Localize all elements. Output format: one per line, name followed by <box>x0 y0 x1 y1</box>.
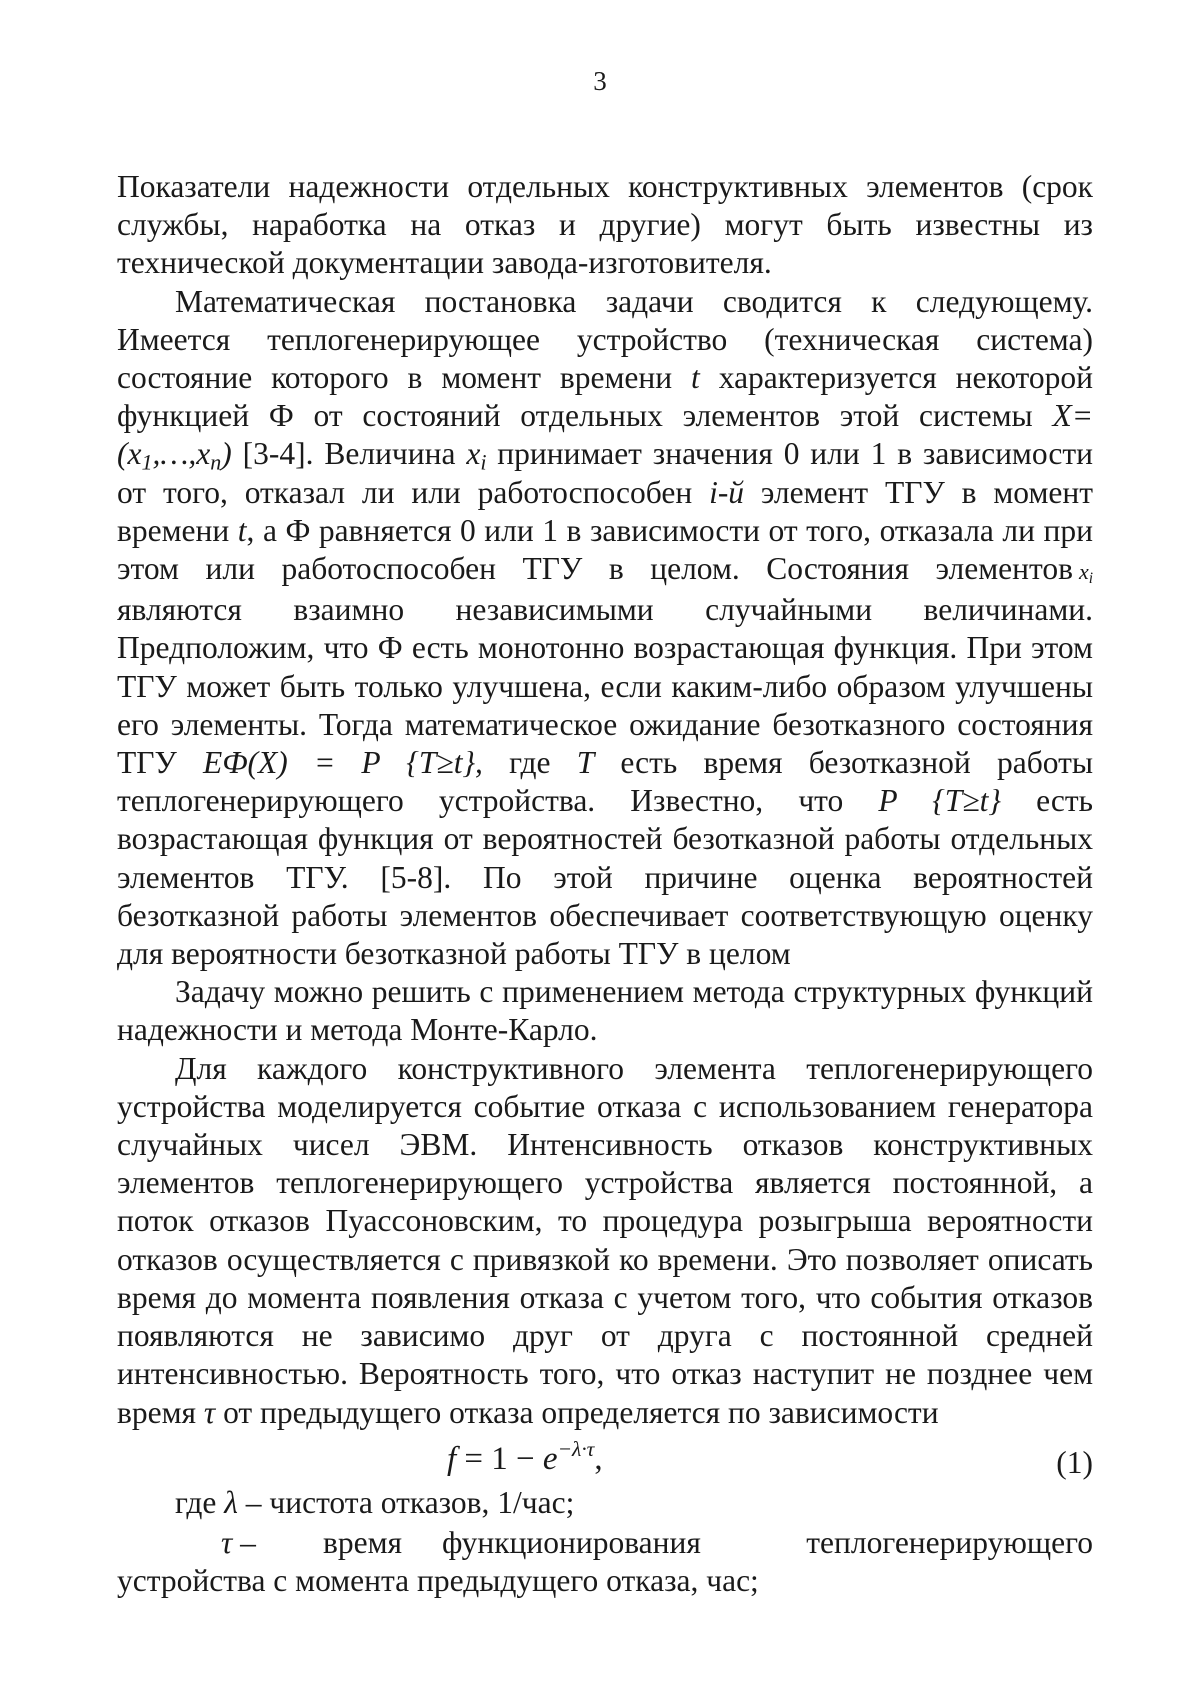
formula-eq: = 1 − <box>456 1440 543 1477</box>
subscript-n: n <box>210 449 222 475</box>
formula <box>447 1436 603 1478</box>
p2-text-f: , а Ф равняется 0 или 1 в зависимости от того, отказала ли при этом или работоспособен ТГУ в целом. Состояния элементов <box>117 512 1094 587</box>
var-T: T <box>576 745 595 781</box>
p2-text-e: элемент ТГУ в момент времени <box>117 474 1093 548</box>
p2-text-d: принимает значения 0 или 1 в зависимости от того, отказал ли или работоспособен <box>117 436 1093 510</box>
paragraph-4 <box>117 1050 1093 1432</box>
definition-lambda-text <box>175 1484 574 1522</box>
p2-text-h: где <box>482 745 577 781</box>
formula-e: e <box>542 1440 558 1477</box>
state-vector-dots: ,…,x <box>152 436 211 472</box>
document-body <box>117 168 1093 1600</box>
var-t: t <box>691 360 700 396</box>
var-t-2: t <box>237 512 247 548</box>
formula-f: f <box>447 1440 457 1477</box>
p4-text-a: Для каждого конструктивного элемента теплогенерирующего устройства моделируется событие отказа с использованием генератора случайных чисел ЭВМ. Интенсивность отказов конструктивных элементов теплогенерирующего устройства является постоянной, а поток отказов Пуассоновским, то процедура розыгрыша вероятности отказов осуществляется с привязкой ко времени. Это позволяет описать время до момента появления отказа с учетом того, что события отказов появляются не зависимо друг от друга с постоянной средней интенсивностью. Вероятность того, что отказ наступит не позднее чем время <box>117 1050 1093 1430</box>
symbol-tau: τ – <box>221 1524 256 1560</box>
p2-text-i: есть время безотказной работы теплогенерирующего устройства. Известно, что <box>117 745 1093 819</box>
definition-tau-line2: устройства с момента предыдущего отказа, час; <box>117 1562 759 1598</box>
subscript-i: i <box>480 449 487 475</box>
p2-text-g: являются взаимно независимыми случайными величинами. Предположим, что Ф есть монотонно возрастающая функция. При этом ТГУ может быть только улучшена, если каким-либо образом улучшены его элементы. Тогда математическое ожидание безотказного состояния ТГУ <box>117 592 1093 781</box>
p4-text-b: от предыдущего отказа определяется по зависимости <box>215 1394 939 1430</box>
page-number: 3 <box>593 66 607 96</box>
paragraph-2 <box>117 283 1093 974</box>
subscript-i-small: i <box>1088 569 1093 587</box>
var-xi-small <box>1078 559 1093 587</box>
formula-comma: , <box>594 1440 603 1477</box>
state-vector-lhs: X=(x <box>117 398 1093 472</box>
tau-word-1: время <box>323 1524 403 1560</box>
definition-dash: – <box>237 1484 270 1520</box>
definition-tau-line1 <box>117 1524 1093 1562</box>
paragraph-3: Задачу можно решить с применением метода структурных функций надежности и метода Монте-Карло. <box>117 974 1093 1048</box>
tau-word-3: теплогенерирующего <box>806 1524 1093 1560</box>
paragraph-1: Показатели надежности отдельных конструктивных элементов (срок службы, наработка на отказ и другие) могут быть известны из технической документации завода-изготовителя. <box>117 169 1093 281</box>
p2-text-j: есть возрастающая функция от вероятностей безотказной работы отдельных элементов ТГУ. [5-8]. По этой причине оценка вероятностей безотказной работы элементов обеспечивает соответствующую оценку для вероятности безотказной работы ТГУ в целом <box>117 783 1093 972</box>
symbol-lambda: λ <box>224 1484 238 1520</box>
subscript-1: 1 <box>141 449 153 475</box>
formula-exponent <box>558 1437 595 1461</box>
state-vector-close: ) <box>221 436 232 472</box>
var-ith: i-й <box>709 474 745 510</box>
p2-text-a: Математическая постановка задачи сводится к следующему. Имеется теплогенерирующее устройство (техническая система) состояние которого в момент времени <box>117 283 1093 396</box>
lambda-description: чистота отказов, 1/час; <box>269 1484 575 1520</box>
formula-exponent-text: −λ·τ <box>557 1436 595 1461</box>
expectation-expr: EФ(X) = P {T≥t}, <box>202 745 483 781</box>
var-x-small: x <box>1078 559 1089 585</box>
var-xi <box>466 436 487 475</box>
where-label: где <box>175 1484 225 1520</box>
formula-number: (1) <box>1056 1444 1093 1480</box>
probability-expr: P {T≥t} <box>878 783 1001 819</box>
tau-word-2: функционирования <box>442 1524 701 1560</box>
p2-text-b: характеризуется некоторой функцией Ф от состояний отдельных элементов этой системы <box>117 360 1093 434</box>
var-x: x <box>466 436 481 472</box>
p2-text-c: [3-4]. Величина <box>231 436 467 472</box>
formula-row <box>117 1436 1093 1482</box>
var-tau: τ <box>203 1394 216 1430</box>
definition-lambda <box>117 1484 1093 1524</box>
